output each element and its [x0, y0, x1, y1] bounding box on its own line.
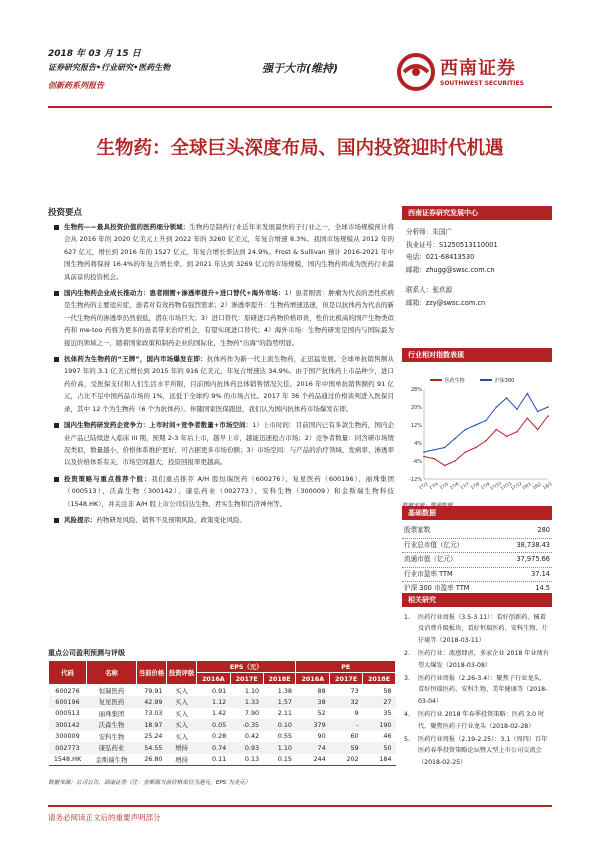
- col-code: 代码: [49, 661, 87, 685]
- related-item[interactable]: [404, 709, 552, 732]
- series-point: [485, 420, 487, 422]
- series-point: [547, 406, 549, 408]
- bullet-icon: [54, 357, 59, 362]
- paragraph-text: 1）上市时间：目前国内已有多款生物药，国内企业产品已陆续进入临床 III 期，预期 2-3 年后上市，越早上市，越能迅速抢占市场；2）竞争者数量：同含研市场情况类似，数量越小，价格体系维护更好，可占据更多市场份额；3）市场空间：与产品的治疗领域、发病率、渗透率以及价格体系有关，市场空间越大，投资回报率更越高。: [64, 421, 394, 467]
- cell-price: 42.99: [137, 696, 167, 708]
- footer-divider: [48, 805, 552, 807]
- table-row: [49, 685, 396, 697]
- cell-price: 18.97: [137, 719, 167, 731]
- logo-text: 西南证券: [440, 58, 516, 79]
- x-tick-label: 17/12: [509, 480, 523, 491]
- series-point: [537, 411, 539, 413]
- cell-code: 300142: [49, 719, 87, 731]
- table-row: [49, 696, 396, 708]
- cell-eps-2018: 0.10: [263, 719, 296, 731]
- x-tick-label: 17/10: [489, 480, 503, 491]
- footer-disclaimer: 请务必阅读正文后的重要声明部分: [48, 813, 161, 822]
- basic-data-value: 37,975.66: [516, 555, 550, 563]
- cell-eps-2016: 0.05: [197, 719, 231, 731]
- related-item-number: 3.: [404, 675, 410, 683]
- summary-body: [54, 221, 394, 530]
- basic-data-label: 行业总市值（亿元）: [404, 540, 464, 549]
- analyst-phone: 电话：021-68413530: [406, 253, 475, 261]
- forecast-table-body: [49, 685, 396, 766]
- series-point: [496, 429, 498, 431]
- forecast-table-title: 重点公司盈利预测与评级: [48, 649, 125, 657]
- report-title: 生物药：全球巨头深度布局、国内投资迎时代机遇: [96, 138, 504, 159]
- cell-pe-2016: 38: [296, 696, 330, 708]
- cell-eps-2016: 0.28: [211, 732, 227, 741]
- col-price: 当前价格: [137, 661, 167, 685]
- legend-label: 沪深300: [494, 377, 515, 384]
- cell-pe-2018: 190: [363, 719, 396, 731]
- cell-name: 复星医药: [87, 696, 137, 708]
- team-heading: 西南证券研究发展中心: [402, 206, 552, 220]
- analyst-cert: 执业证号：S1250513110001: [406, 240, 498, 249]
- basic-data-label: 沪深 300 市盈率 TTM: [404, 584, 470, 592]
- series-point: [434, 458, 436, 460]
- basic-data-row: [402, 568, 552, 583]
- table-note: 数据来源：公司公告，西南证券（注：金斯瑞当前价格单位为港元，EPS 为美元）: [48, 780, 251, 786]
- logo-english: SOUTHWEST SECURITIES: [440, 80, 524, 87]
- col-eps-group: EPS（元）: [197, 661, 296, 673]
- paragraph-lead: 抗体药为生物药的“王牌”，国内市场爆发在即：: [64, 355, 207, 364]
- series-point: [465, 429, 467, 431]
- basic-data-label: 行业市盈率 TTM: [404, 569, 453, 578]
- cell-code: 000513: [55, 709, 80, 718]
- related-item-number: 2.: [404, 650, 410, 658]
- col-pe-group: PE: [296, 661, 396, 673]
- x-tick-label: 17/8: [469, 481, 481, 491]
- legend-item: [430, 377, 465, 384]
- summary-heading: 投资要点: [48, 208, 83, 218]
- cell-rating: 买入: [167, 696, 197, 708]
- paragraph-lead: 投资策略与重点推荐个股：: [64, 474, 152, 483]
- series-point: [516, 408, 518, 410]
- paragraph-text: 1）患者刚需：肿瘤为代表的恶性疾病是生物药的主要适应症，患者对有效药物有强烈需求；2）渗透率提升：生物药增速迅速，但是以抗体药为代表的新一代生物药的渗透率仍然很低，潜在市场巨大；3）进口替代：原研进口药物价格昂贵，性价比极高的国产生物类似药和 me-too 药将为更多的患者带来治疗机会，有望实现进口替代；4）海外市场：生物药研发是国内与国际最为接近的领域之一，随着国家政策和制药企业的国际化，生物药“出海”的趋势明显。: [64, 289, 394, 347]
- related-item-number: 5.: [404, 736, 410, 744]
- cell-code: 1548.HK: [49, 754, 87, 766]
- index-line-chart: [402, 385, 552, 495]
- series-point: [475, 447, 477, 449]
- paragraph-text: 我们重点推荐 A/H 股恒瑞医药（600276）、复星医药（600196）、丽珠集团（000513）、沃森生物（300142）、康弘药业（002773）、安科生物（300009）和金斯瑞生物科技（1548.HK），并关注非 A/H 股上市公司信达生物、君实生物和百济神州等。: [64, 474, 394, 508]
- series-point: [434, 449, 436, 451]
- legend-item: [480, 377, 515, 384]
- cell-price: 25.24: [144, 732, 163, 741]
- paragraph-text: 药物研发风险、销售不及预期风险、政策变化风险。: [96, 515, 246, 524]
- cell-pe-2018: 35: [383, 709, 392, 718]
- y-tick-label: 20%: [410, 404, 422, 411]
- contact-name: 联系人：张玖源: [406, 286, 453, 294]
- x-tick-label: 17/4: [428, 481, 439, 491]
- cell-code: 300009: [55, 732, 80, 741]
- cell-pe-2018: 50: [363, 742, 396, 754]
- x-tick-label: 17/5: [438, 481, 450, 491]
- y-tick-label: 4%: [414, 440, 422, 447]
- cell-name: 金斯瑞生物: [87, 754, 137, 766]
- related-item-text: 医药行业周报（2.26-3.4）：聚焦子行业龙头，看好恒瑞医药、安科生物、美年健康等（2018-03-04）: [418, 675, 548, 705]
- team-panel: [402, 206, 552, 309]
- bullet-icon: [54, 518, 59, 523]
- col-rating: 投资评级: [167, 661, 197, 685]
- related-item[interactable]: [404, 673, 552, 707]
- report-series: 创新药系列报告: [48, 81, 104, 90]
- basic-data-row: [402, 553, 552, 568]
- col-year: 2017E: [330, 673, 363, 685]
- x-tick-label: 17/9: [479, 481, 491, 491]
- basic-data-label: 流通市值（亿元）: [404, 555, 457, 563]
- cell-pe-2016: 88: [317, 686, 326, 695]
- basic-data-label: 股票家数: [404, 526, 431, 534]
- cell-code: 600196: [49, 696, 87, 708]
- table-row: [49, 742, 396, 754]
- col-year: 2018E: [363, 673, 396, 685]
- cell-pe-2016: 379: [296, 719, 330, 731]
- basic-data-list: [402, 524, 552, 597]
- series-point: [444, 465, 446, 467]
- cell-rating: 买入: [175, 709, 188, 718]
- cell-eps-2018: 1.57: [263, 696, 296, 708]
- cell-pe-2016: 52: [317, 709, 326, 718]
- table-row: [49, 719, 396, 731]
- series-point: [475, 424, 477, 426]
- cell-eps-2017: 7.90: [244, 709, 260, 718]
- cell-pe-2017: 32: [330, 696, 363, 708]
- series-point: [516, 431, 518, 433]
- cell-eps-2017: 1.33: [230, 696, 263, 708]
- cell-code: 002773: [49, 742, 87, 754]
- cell-name: 康弘药业: [87, 742, 137, 754]
- series-point: [547, 415, 549, 417]
- related-item-text: 医药行业 2018 年春季投资策略：医药 3.0 时代，聚焦医药子行业龙头（2018-02-28）: [418, 711, 545, 730]
- series-point: [423, 451, 425, 453]
- cell-pe-2016: 74: [296, 742, 330, 754]
- x-tick-label: 17/6: [448, 481, 460, 491]
- related-item-text: 医药行业周报（2.19-2.25）：3.1（周四）百年医药春季投资策略论坛暨大型上市公司交流会（2018-02-25）: [418, 736, 548, 766]
- series-point: [527, 393, 529, 395]
- cell-pe-2017: -: [330, 719, 363, 731]
- summary-paragraph: [54, 419, 394, 469]
- index-chart-panel: [402, 348, 552, 509]
- related-item[interactable]: [404, 612, 552, 646]
- x-tick-label: 18/2: [531, 481, 543, 491]
- cell-eps-2018: 0.55: [277, 732, 292, 741]
- related-item-text: 医药行业周报（3.5-3.11）：看好创新药、械着及消费升级板块，看好恒瑞医药、安科生物、片仔癀等（2018-03-11）: [418, 614, 548, 644]
- basic-data-row: [402, 539, 552, 554]
- cell-pe-2018: 184: [363, 754, 396, 766]
- series-point: [506, 397, 508, 399]
- basic-data-value: 37.14: [531, 569, 550, 578]
- team-info: [402, 220, 552, 309]
- cell-price: 79.91: [144, 686, 163, 695]
- related-item-number: 4.: [404, 711, 410, 719]
- legend-swatch: [480, 379, 492, 381]
- industry-rating: 强于大市(维持): [262, 62, 339, 75]
- cell-eps-2018: 2.11: [277, 709, 292, 718]
- x-tick-label: 17/11: [499, 480, 513, 491]
- cell-pe-2017: 59: [330, 742, 363, 754]
- y-tick-label: 28%: [410, 386, 422, 393]
- table-row: [49, 708, 396, 720]
- cell-eps-2016: 0.74: [197, 742, 231, 754]
- cell-price: 54.55: [137, 742, 167, 754]
- summary-paragraph: [54, 514, 394, 526]
- series-point: [465, 451, 467, 453]
- paragraph-lead: 风险提示：: [64, 515, 97, 524]
- col-name: 名称: [87, 661, 137, 685]
- chart-legend: [402, 366, 552, 385]
- paragraph-text: 生物药是制药行业近年来发展最快的子行业之一，全球市场规模预计将会从 2016 年的 2020 亿美元上升到 2022 年的 3260 亿美元，年复合增速 8.3%。我国市场规模从 2012 年的 627 亿元，增长到 2016 年的 1527 亿元，年复合增长率达到 24.9%。Frost & Sullivan 预计 2016-2021 年中国生物药将保持 16.4%的年复合增长率，到 2021 年达到 3269 亿元的市场规模，国内生物药将成为医药行业最具前景的投资机会。: [64, 223, 395, 281]
- col-year: 2018E: [263, 673, 296, 685]
- cell-eps-2017: 0.93: [230, 742, 263, 754]
- col-year: 2017E: [230, 673, 263, 685]
- cell-name: 沃森生物: [87, 719, 137, 731]
- basic-data-panel: [402, 506, 552, 597]
- cell-name: 丽珠集团: [98, 709, 125, 718]
- cell-eps-2016: 1.12: [197, 696, 231, 708]
- related-heading: 相关研究: [402, 593, 552, 607]
- summary-paragraph: [54, 353, 394, 415]
- summary-paragraph: [54, 221, 394, 283]
- bullet-icon: [54, 291, 59, 296]
- cell-eps-2017: 0.13: [230, 754, 263, 766]
- related-item-text: 医药行业：流感肆虐，多家企业 2018 年业绩有望大爆发（2018-03-08）: [418, 650, 550, 669]
- col-year: 2016A: [197, 673, 231, 685]
- cell-pe-2018: 46: [383, 732, 392, 741]
- table-row: [49, 754, 396, 766]
- basic-data-value: 38,738.43: [516, 540, 550, 549]
- cell-price: 73.03: [144, 709, 163, 718]
- header-divider: [48, 106, 552, 108]
- basic-data-value: 14.5: [535, 584, 550, 592]
- cell-eps-2016: 0.91: [211, 686, 227, 695]
- cell-name: 恒瑞医药: [98, 687, 125, 695]
- cell-price: 26.80: [137, 754, 167, 766]
- analyst-name: 分析师：朱国广: [406, 228, 453, 236]
- series-line-csi300: [424, 394, 548, 453]
- cell-rating: 买入: [175, 687, 188, 695]
- forecast-table: [48, 660, 396, 766]
- report-type: 证券研究报告•行业研究•医药生物: [48, 63, 171, 72]
- cell-pe-2017: 9: [354, 709, 359, 718]
- related-panel: [402, 593, 552, 770]
- related-item[interactable]: [404, 734, 552, 768]
- series-point: [454, 460, 456, 462]
- cell-rating: 买入: [175, 732, 188, 741]
- series-point: [454, 438, 456, 440]
- paragraph-lead: 生物药——最具投资价值的医药细分领域：: [64, 223, 190, 231]
- brand-logo: [396, 50, 556, 94]
- summary-paragraph: [54, 473, 394, 510]
- series-point: [506, 435, 508, 437]
- related-item-number: 1.: [404, 614, 410, 621]
- basic-data-row: [402, 524, 552, 539]
- legend-label: 医药生物: [444, 377, 465, 384]
- series-point: [527, 417, 529, 419]
- related-item[interactable]: [404, 648, 552, 671]
- col-year: 2016A: [296, 673, 330, 685]
- x-tick-label: 18/1: [521, 481, 532, 491]
- chart-heading: 行业相对指数表现: [402, 348, 552, 362]
- cell-pe-2016: 244: [296, 754, 330, 766]
- x-tick-label: 17/3: [417, 481, 429, 491]
- cell-eps-2018: 0.15: [263, 754, 296, 766]
- y-tick-label: 12%: [410, 422, 422, 429]
- cell-pe-2017: 202: [330, 754, 363, 766]
- bullet-icon: [54, 423, 59, 428]
- series-point: [423, 456, 425, 458]
- cell-eps-2017: -0.35: [230, 719, 263, 731]
- y-tick-label: -4%: [412, 458, 422, 465]
- table-row: [49, 731, 396, 743]
- cell-pe-2018: 27: [363, 696, 396, 708]
- cell-eps-2017: 1.10: [244, 686, 260, 695]
- analyst-email: 邮箱：zhugg@swsc.com.cn: [406, 265, 495, 274]
- bullet-icon: [54, 477, 59, 482]
- summary-paragraph: [54, 287, 394, 349]
- x-tick-label: 18/3: [541, 481, 552, 491]
- contact-email: 邮箱：zzy@swsc.com.cn: [406, 298, 486, 307]
- cell-rating: 增持: [167, 742, 197, 754]
- bullet-icon: [54, 225, 59, 230]
- cell-code: 600276: [55, 686, 80, 695]
- basic-data-value: 280: [537, 526, 550, 534]
- paragraph-lead: 国内生物药企业成长推动力：患者刚需+渗透率提升+进口替代+海外市场：: [64, 289, 285, 298]
- paragraph-lead: 国内生物药研发药企竞争力：上市时间+竞争者数量+市场空间：: [64, 421, 253, 430]
- x-tick-label: 17/7: [459, 481, 470, 491]
- cell-eps-2016: 0.11: [197, 754, 231, 766]
- cell-eps-2018: 1.10: [263, 742, 296, 754]
- cell-rating: 增持: [167, 754, 197, 766]
- cell-pe-2017: 60: [350, 732, 359, 741]
- series-point: [537, 429, 539, 431]
- series-point: [485, 440, 487, 442]
- report-date: 2018 年 03 月 15 日: [48, 49, 141, 59]
- cell-rating: 买入: [167, 719, 197, 731]
- cell-pe-2018: 58: [383, 686, 392, 695]
- cell-eps-2018: 1.38: [277, 686, 292, 695]
- series-point: [496, 406, 498, 408]
- y-tick-label: -12%: [409, 476, 422, 483]
- cell-pe-2016: 90: [317, 732, 326, 741]
- cell-pe-2017: 73: [350, 686, 359, 695]
- paragraph-text: 抗体药作为新一代主流生物药，正迅猛发展。全球单抗销售额从 1997 年的 3.1 亿美元增长到 2015 年的 916 亿美元，年复合增速达 34.9%。由于国产抗体药上市品种少，进口药价高，受医保支付和人们生活水平所限，目前国内抗体药总体销售情况欠佳。2016 年中国单抗销售额约 91 亿元，占比不足中国药品市场的 1%，远低于全球约 9% 的市场占比。2017 年 36 个药品通过价格谈判进入医保目录，其中 12 个为生物药（6 个为抗体药）。伴随国家医保跟进，我们认为国内抗体药市场爆发在即。: [64, 355, 395, 413]
- cell-eps-2017: 0.42: [244, 732, 260, 741]
- basic-data-heading: 基础数据: [402, 506, 552, 520]
- legend-swatch: [430, 379, 442, 381]
- cell-eps-2016: 1.42: [211, 709, 227, 718]
- series-point: [444, 447, 446, 449]
- cell-name: 安科生物: [98, 732, 125, 741]
- related-list: [402, 612, 552, 768]
